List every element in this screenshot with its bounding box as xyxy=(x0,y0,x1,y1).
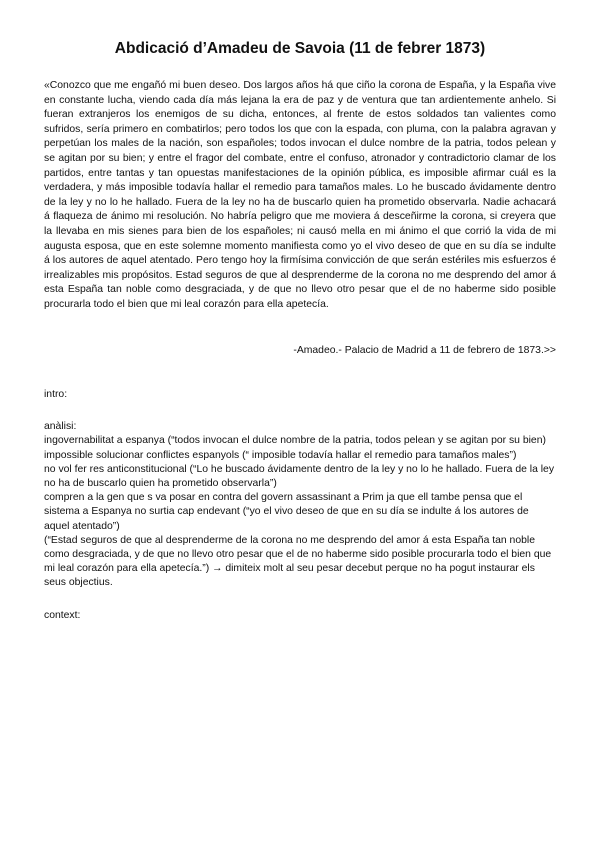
spacer xyxy=(44,591,556,609)
context-label: context: xyxy=(44,609,81,621)
note-line: impossible solucionar conflictes espanyols (“ imposible todavía hallar el remedio para tamaños males”) xyxy=(44,449,517,461)
document-title: Abdicació d’Amadeu de Savoia (11 de febrer 1873) xyxy=(114,40,486,57)
analisi-label: anàlisi: xyxy=(44,421,77,433)
note-line: (“Estad seguros de que al desprenderme de la corona no me desprendo del amor á esta España tan noble como desgraciada, y de que no llevo otro pesar que el de no haberme sido posible procurarla todo el bien que mi leal corazón para ella apetecía.”) → dimiteix molt al seu pesar decebut perque no ha pogut instaurar els seus objectius. xyxy=(44,534,552,589)
note-line: compren a la gen que s va posar en contra del govern assassinant a Prim ja que ell tambe pensa que el sistema a Espanya no surtia cap endevant (“yo el vivo deseo de que en su día se indulte á los autores de aquel atentado”) xyxy=(44,492,529,532)
analysis-notes xyxy=(44,388,556,623)
note-line: no vol fer res anticonstitucional (“Lo he buscado ávidamente dentro de la ley y no lo he hallado. Fuera de la ley no ha de buscarlo quien ha prometido observarla”) xyxy=(44,463,555,490)
abdication-quote: «Conozco que me engañó mi buen deseo. Dos largos años há que ciño la corona de España, y la España vive en constante lucha, viendo cada día más lejana la era de paz y de ventura que tan ardientemente anhelo. Si fueran extranjeros los enemigos de su dicha, entonces, al frente de estos soldados tan valientes como sufridos, sería primero en combatirlos; pero todos los que con la espada, con pluma, con la palabra agravan y perpetúan los males de la nación, son españoles; todos invocan el dulce nombre de la patria, todos pelean y se agitan por su bien; y entre el fragor del combate, entre el confuso, atronador y contradictorio clamar de los partidos, entre tantas y tan opuestas manifestaciones de la opinión pública, es imposible afirmar cuál es la verdadera, y más imposible todavía hallar el remedio para tamaños males. Lo he buscado ávidamente dentro de la ley y no lo he hallado. Fuera de la ley no ha de buscarlo quien ha prometido observarla. Nadie achacará á flaqueza de ánimo mi resolución. No habría peligro que me moviera á desceñirme la corona, si creyera que la llevaba en mis sienes para bien de los españoles; ni causó mella en mi ánimo el que corrió la vida de mi augusta esposa, que en este solemne momento manifiesta como yo el vivo deseo de que en su día se indulte á los autores de aquel atentado. Pero tengo hoy la firmísima convicción de que serán estériles mis esfuerzos é irrealizables mis propósitos. Estad seguros de que al desprenderme de la corona no me desprendo del amor á esta España tan noble como desgraciada, y de que no llevo otro pesar que el de no haberme sido posible procurarla todo el bien que mi leal corazón para ella apetecía. xyxy=(44,80,556,310)
intro-label: intro: xyxy=(44,389,68,400)
spacer xyxy=(44,402,556,420)
quote-signature: -Amadeo.- Palacio de Madrid a 11 de febrero de 1873.>> xyxy=(293,345,556,356)
note-line: ingovernabilitat a espanya (“todos invocan el dulce nombre de la patria, todos pelean y se agitan por su bien) xyxy=(44,435,546,447)
